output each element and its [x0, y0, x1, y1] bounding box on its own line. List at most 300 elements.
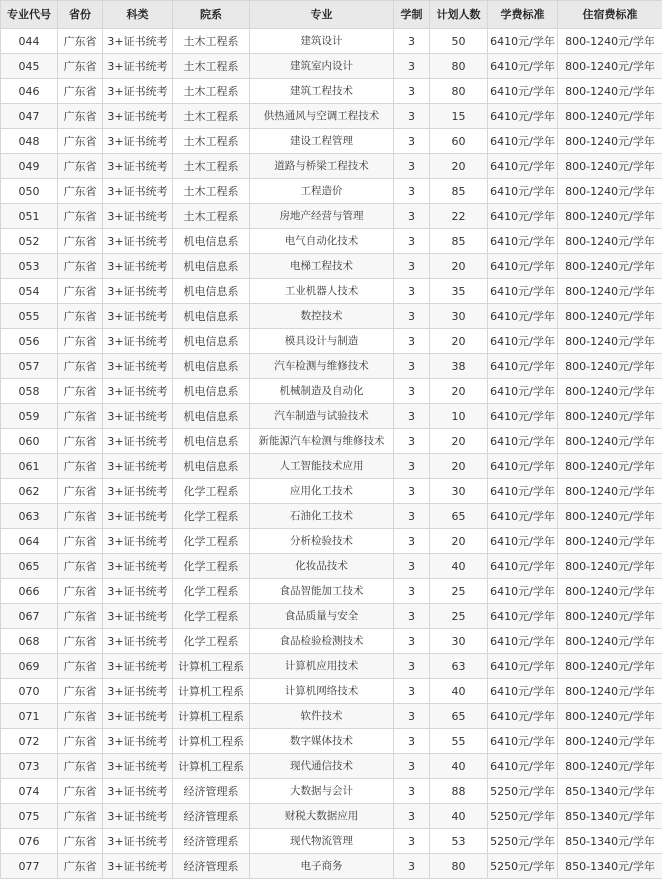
- cell-category: 3+证书统考: [103, 404, 173, 429]
- cell-accommodation-fee: 800-1240元/学年: [558, 379, 662, 404]
- cell-major: 数控技术: [250, 304, 394, 329]
- cell-duration: 3: [394, 29, 430, 54]
- cell-category: 3+证书统考: [103, 779, 173, 804]
- cell-province: 广东省: [58, 54, 103, 79]
- cell-tuition: 6410元/学年: [488, 379, 558, 404]
- cell-category: 3+证书统考: [103, 529, 173, 554]
- table-row: [1, 804, 662, 829]
- cell-category: 3+证书统考: [103, 579, 173, 604]
- cell-tuition: 6410元/学年: [488, 104, 558, 129]
- cell-province: 广东省: [58, 254, 103, 279]
- cell-accommodation-fee: 850-1340元/学年: [558, 804, 662, 829]
- cell-major: 电梯工程技术: [250, 254, 394, 279]
- cell-province: 广东省: [58, 554, 103, 579]
- cell-category: 3+证书统考: [103, 204, 173, 229]
- cell-province: 广东省: [58, 429, 103, 454]
- cell-department: 土木工程系: [173, 104, 250, 129]
- cell-plan-count: 10: [430, 404, 488, 429]
- cell-province: 广东省: [58, 454, 103, 479]
- cell-accommodation-fee: 800-1240元/学年: [558, 629, 662, 654]
- table-row: [1, 704, 662, 729]
- cell-tuition: 5250元/学年: [488, 804, 558, 829]
- cell-department: 化学工程系: [173, 479, 250, 504]
- cell-province: 广东省: [58, 679, 103, 704]
- table-row: [1, 554, 662, 579]
- cell-tuition: 6410元/学年: [488, 604, 558, 629]
- cell-accommodation-fee: 800-1240元/学年: [558, 729, 662, 754]
- cell-department: 化学工程系: [173, 604, 250, 629]
- cell-tuition: 6410元/学年: [488, 654, 558, 679]
- cell-tuition: 6410元/学年: [488, 404, 558, 429]
- cell-major: 建筑设计: [250, 29, 394, 54]
- cell-province: 广东省: [58, 79, 103, 104]
- cell-accommodation-fee: 800-1240元/学年: [558, 554, 662, 579]
- cell-province: 广东省: [58, 29, 103, 54]
- cell-accommodation-fee: 800-1240元/学年: [558, 529, 662, 554]
- cell-province: 广东省: [58, 379, 103, 404]
- cell-tuition: 6410元/学年: [488, 754, 558, 779]
- cell-duration: 3: [394, 304, 430, 329]
- cell-plan-count: 55: [430, 729, 488, 754]
- cell-plan-count: 53: [430, 829, 488, 854]
- cell-major: 机械制造及自动化: [250, 379, 394, 404]
- column-header-province: 省份: [58, 1, 103, 29]
- cell-plan-count: 20: [430, 329, 488, 354]
- cell-department: 机电信息系: [173, 404, 250, 429]
- table-row: [1, 604, 662, 629]
- cell-major: 新能源汽车检测与维修技术: [250, 429, 394, 454]
- cell-tuition: 6410元/学年: [488, 504, 558, 529]
- cell-major-code: 053: [1, 254, 58, 279]
- cell-category: 3+证书统考: [103, 329, 173, 354]
- cell-major: 现代物流管理: [250, 829, 394, 854]
- cell-major-code: 061: [1, 454, 58, 479]
- cell-category: 3+证书统考: [103, 854, 173, 879]
- cell-department: 经济管理系: [173, 804, 250, 829]
- cell-category: 3+证书统考: [103, 229, 173, 254]
- table-row: [1, 29, 662, 54]
- cell-major: 数字媒体技术: [250, 729, 394, 754]
- cell-province: 广东省: [58, 479, 103, 504]
- cell-major: 房地产经营与管理: [250, 204, 394, 229]
- cell-major: 建筑室内设计: [250, 54, 394, 79]
- cell-accommodation-fee: 800-1240元/学年: [558, 104, 662, 129]
- cell-category: 3+证书统考: [103, 429, 173, 454]
- cell-duration: 3: [394, 629, 430, 654]
- cell-major-code: 073: [1, 754, 58, 779]
- cell-duration: 3: [394, 754, 430, 779]
- cell-province: 广东省: [58, 754, 103, 779]
- cell-major: 建设工程管理: [250, 129, 394, 154]
- cell-tuition: 6410元/学年: [488, 304, 558, 329]
- table-row: [1, 629, 662, 654]
- cell-tuition: 6410元/学年: [488, 454, 558, 479]
- cell-duration: 3: [394, 504, 430, 529]
- cell-tuition: 6410元/学年: [488, 429, 558, 454]
- cell-duration: 3: [394, 329, 430, 354]
- cell-major: 软件技术: [250, 704, 394, 729]
- table-row: [1, 729, 662, 754]
- cell-province: 广东省: [58, 154, 103, 179]
- cell-category: 3+证书统考: [103, 279, 173, 304]
- cell-tuition: 5250元/学年: [488, 779, 558, 804]
- cell-plan-count: 85: [430, 179, 488, 204]
- cell-department: 土木工程系: [173, 204, 250, 229]
- cell-major: 计算机应用技术: [250, 654, 394, 679]
- cell-plan-count: 38: [430, 354, 488, 379]
- cell-major: 模具设计与制造: [250, 329, 394, 354]
- table-row: [1, 279, 662, 304]
- column-header-major-code: 专业代号: [1, 1, 58, 29]
- cell-category: 3+证书统考: [103, 629, 173, 654]
- cell-major-code: 050: [1, 179, 58, 204]
- cell-province: 广东省: [58, 229, 103, 254]
- cell-province: 广东省: [58, 704, 103, 729]
- cell-major-code: 072: [1, 729, 58, 754]
- cell-accommodation-fee: 800-1240元/学年: [558, 679, 662, 704]
- cell-accommodation-fee: 800-1240元/学年: [558, 654, 662, 679]
- cell-accommodation-fee: 800-1240元/学年: [558, 429, 662, 454]
- cell-plan-count: 80: [430, 854, 488, 879]
- cell-major: 食品质量与安全: [250, 604, 394, 629]
- cell-plan-count: 65: [430, 704, 488, 729]
- cell-major-code: 055: [1, 304, 58, 329]
- cell-duration: 3: [394, 79, 430, 104]
- cell-major-code: 065: [1, 554, 58, 579]
- cell-province: 广东省: [58, 204, 103, 229]
- cell-major-code: 074: [1, 779, 58, 804]
- cell-major-code: 048: [1, 129, 58, 154]
- cell-province: 广东省: [58, 579, 103, 604]
- cell-duration: 3: [394, 279, 430, 304]
- table-row: [1, 654, 662, 679]
- cell-category: 3+证书统考: [103, 554, 173, 579]
- cell-duration: 3: [394, 779, 430, 804]
- cell-duration: 3: [394, 554, 430, 579]
- cell-department: 机电信息系: [173, 304, 250, 329]
- table-row: [1, 229, 662, 254]
- cell-accommodation-fee: 850-1340元/学年: [558, 829, 662, 854]
- cell-plan-count: 30: [430, 629, 488, 654]
- cell-duration: 3: [394, 854, 430, 879]
- cell-department: 土木工程系: [173, 79, 250, 104]
- cell-major: 财税大数据应用: [250, 804, 394, 829]
- cell-plan-count: 85: [430, 229, 488, 254]
- cell-accommodation-fee: 800-1240元/学年: [558, 129, 662, 154]
- cell-accommodation-fee: 800-1240元/学年: [558, 704, 662, 729]
- cell-plan-count: 20: [430, 429, 488, 454]
- table-row: [1, 854, 662, 879]
- cell-province: 广东省: [58, 829, 103, 854]
- cell-plan-count: 88: [430, 779, 488, 804]
- cell-accommodation-fee: 800-1240元/学年: [558, 579, 662, 604]
- cell-major: 电气自动化技术: [250, 229, 394, 254]
- cell-category: 3+证书统考: [103, 604, 173, 629]
- cell-tuition: 5250元/学年: [488, 854, 558, 879]
- cell-accommodation-fee: 800-1240元/学年: [558, 54, 662, 79]
- cell-province: 广东省: [58, 604, 103, 629]
- cell-duration: 3: [394, 354, 430, 379]
- cell-major: 人工智能技术应用: [250, 454, 394, 479]
- cell-department: 土木工程系: [173, 154, 250, 179]
- cell-major-code: 067: [1, 604, 58, 629]
- cell-plan-count: 20: [430, 379, 488, 404]
- cell-duration: 3: [394, 54, 430, 79]
- cell-major: 分析检验技术: [250, 529, 394, 554]
- table-row: [1, 354, 662, 379]
- cell-tuition: 6410元/学年: [488, 354, 558, 379]
- table-row: [1, 329, 662, 354]
- cell-accommodation-fee: 800-1240元/学年: [558, 179, 662, 204]
- cell-province: 广东省: [58, 329, 103, 354]
- cell-category: 3+证书统考: [103, 254, 173, 279]
- cell-tuition: 6410元/学年: [488, 529, 558, 554]
- cell-major-code: 071: [1, 704, 58, 729]
- cell-plan-count: 25: [430, 604, 488, 629]
- cell-major: 汽车制造与试验技术: [250, 404, 394, 429]
- cell-duration: 3: [394, 679, 430, 704]
- cell-province: 广东省: [58, 529, 103, 554]
- cell-duration: 3: [394, 804, 430, 829]
- table-row: [1, 179, 662, 204]
- cell-category: 3+证书统考: [103, 354, 173, 379]
- cell-category: 3+证书统考: [103, 504, 173, 529]
- cell-department: 计算机工程系: [173, 679, 250, 704]
- cell-category: 3+证书统考: [103, 179, 173, 204]
- table-row: [1, 504, 662, 529]
- cell-major-code: 047: [1, 104, 58, 129]
- cell-plan-count: 40: [430, 554, 488, 579]
- cell-accommodation-fee: 800-1240元/学年: [558, 154, 662, 179]
- cell-major-code: 060: [1, 429, 58, 454]
- cell-department: 计算机工程系: [173, 754, 250, 779]
- cell-duration: 3: [394, 579, 430, 604]
- cell-accommodation-fee: 800-1240元/学年: [558, 79, 662, 104]
- table-header: [1, 1, 662, 29]
- cell-major-code: 063: [1, 504, 58, 529]
- cell-plan-count: 20: [430, 529, 488, 554]
- table-row: [1, 829, 662, 854]
- cell-category: 3+证书统考: [103, 304, 173, 329]
- cell-duration: 3: [394, 204, 430, 229]
- cell-accommodation-fee: 800-1240元/学年: [558, 204, 662, 229]
- cell-duration: 3: [394, 129, 430, 154]
- column-header-plan-count: 计划人数: [430, 1, 488, 29]
- cell-duration: 3: [394, 229, 430, 254]
- cell-tuition: 6410元/学年: [488, 629, 558, 654]
- cell-department: 化学工程系: [173, 529, 250, 554]
- cell-accommodation-fee: 800-1240元/学年: [558, 254, 662, 279]
- cell-major-code: 064: [1, 529, 58, 554]
- cell-province: 广东省: [58, 804, 103, 829]
- header-row: [1, 1, 662, 29]
- cell-major-code: 046: [1, 79, 58, 104]
- cell-department: 化学工程系: [173, 504, 250, 529]
- cell-department: 机电信息系: [173, 454, 250, 479]
- cell-accommodation-fee: 800-1240元/学年: [558, 404, 662, 429]
- cell-plan-count: 22: [430, 204, 488, 229]
- cell-department: 计算机工程系: [173, 729, 250, 754]
- cell-department: 化学工程系: [173, 554, 250, 579]
- cell-accommodation-fee: 850-1340元/学年: [558, 779, 662, 804]
- column-header-major: 专业: [250, 1, 394, 29]
- cell-province: 广东省: [58, 104, 103, 129]
- table-row: [1, 154, 662, 179]
- cell-category: 3+证书统考: [103, 754, 173, 779]
- cell-accommodation-fee: 800-1240元/学年: [558, 329, 662, 354]
- cell-province: 广东省: [58, 279, 103, 304]
- cell-category: 3+证书统考: [103, 729, 173, 754]
- column-header-tuition: 学费标准: [488, 1, 558, 29]
- cell-province: 广东省: [58, 729, 103, 754]
- cell-major-code: 077: [1, 854, 58, 879]
- table-row: [1, 479, 662, 504]
- cell-category: 3+证书统考: [103, 679, 173, 704]
- table-row: [1, 429, 662, 454]
- cell-province: 广东省: [58, 504, 103, 529]
- cell-accommodation-fee: 800-1240元/学年: [558, 604, 662, 629]
- cell-department: 土木工程系: [173, 54, 250, 79]
- cell-tuition: 6410元/学年: [488, 204, 558, 229]
- cell-duration: 3: [394, 429, 430, 454]
- cell-duration: 3: [394, 704, 430, 729]
- cell-tuition: 6410元/学年: [488, 279, 558, 304]
- cell-plan-count: 65: [430, 504, 488, 529]
- cell-major-code: 054: [1, 279, 58, 304]
- cell-category: 3+证书统考: [103, 454, 173, 479]
- cell-tuition: 6410元/学年: [488, 704, 558, 729]
- cell-department: 机电信息系: [173, 329, 250, 354]
- cell-major-code: 076: [1, 829, 58, 854]
- cell-department: 化学工程系: [173, 629, 250, 654]
- cell-accommodation-fee: 800-1240元/学年: [558, 479, 662, 504]
- cell-major: 道路与桥梁工程技术: [250, 154, 394, 179]
- cell-province: 广东省: [58, 654, 103, 679]
- cell-department: 化学工程系: [173, 579, 250, 604]
- column-header-category: 科类: [103, 1, 173, 29]
- cell-duration: 3: [394, 479, 430, 504]
- cell-duration: 3: [394, 604, 430, 629]
- cell-plan-count: 25: [430, 579, 488, 604]
- cell-accommodation-fee: 800-1240元/学年: [558, 454, 662, 479]
- cell-department: 经济管理系: [173, 829, 250, 854]
- cell-plan-count: 40: [430, 679, 488, 704]
- cell-tuition: 6410元/学年: [488, 679, 558, 704]
- cell-department: 机电信息系: [173, 379, 250, 404]
- cell-tuition: 6410元/学年: [488, 229, 558, 254]
- cell-plan-count: 80: [430, 79, 488, 104]
- cell-major-code: 044: [1, 29, 58, 54]
- cell-major-code: 069: [1, 654, 58, 679]
- table-row: [1, 79, 662, 104]
- cell-tuition: 6410元/学年: [488, 729, 558, 754]
- cell-tuition: 6410元/学年: [488, 329, 558, 354]
- cell-major-code: 068: [1, 629, 58, 654]
- cell-department: 经济管理系: [173, 779, 250, 804]
- cell-category: 3+证书统考: [103, 104, 173, 129]
- cell-major: 供热通风与空调工程技术: [250, 104, 394, 129]
- cell-plan-count: 50: [430, 29, 488, 54]
- cell-tuition: 6410元/学年: [488, 179, 558, 204]
- cell-plan-count: 35: [430, 279, 488, 304]
- cell-plan-count: 80: [430, 54, 488, 79]
- cell-department: 土木工程系: [173, 129, 250, 154]
- cell-major-code: 049: [1, 154, 58, 179]
- cell-accommodation-fee: 850-1340元/学年: [558, 854, 662, 879]
- cell-tuition: 6410元/学年: [488, 54, 558, 79]
- cell-plan-count: 40: [430, 804, 488, 829]
- cell-department: 经济管理系: [173, 854, 250, 879]
- cell-category: 3+证书统考: [103, 29, 173, 54]
- cell-department: 计算机工程系: [173, 704, 250, 729]
- cell-duration: 3: [394, 379, 430, 404]
- cell-major-code: 075: [1, 804, 58, 829]
- cell-department: 计算机工程系: [173, 654, 250, 679]
- table-row: [1, 454, 662, 479]
- table-row: [1, 304, 662, 329]
- cell-tuition: 6410元/学年: [488, 254, 558, 279]
- table-row: [1, 129, 662, 154]
- table-row: [1, 779, 662, 804]
- table-row: [1, 254, 662, 279]
- cell-province: 广东省: [58, 404, 103, 429]
- cell-plan-count: 40: [430, 754, 488, 779]
- table-row: [1, 379, 662, 404]
- cell-duration: 3: [394, 154, 430, 179]
- cell-major-code: 059: [1, 404, 58, 429]
- cell-tuition: 6410元/学年: [488, 554, 558, 579]
- table-row: [1, 529, 662, 554]
- cell-major: 化妆品技术: [250, 554, 394, 579]
- cell-major-code: 070: [1, 679, 58, 704]
- cell-major-code: 052: [1, 229, 58, 254]
- table-row: [1, 579, 662, 604]
- cell-major: 计算机网络技术: [250, 679, 394, 704]
- cell-plan-count: 15: [430, 104, 488, 129]
- cell-province: 广东省: [58, 854, 103, 879]
- cell-plan-count: 63: [430, 654, 488, 679]
- cell-category: 3+证书统考: [103, 704, 173, 729]
- cell-category: 3+证书统考: [103, 54, 173, 79]
- column-header-duration: 学制: [394, 1, 430, 29]
- cell-department: 土木工程系: [173, 29, 250, 54]
- cell-province: 广东省: [58, 179, 103, 204]
- cell-tuition: 6410元/学年: [488, 79, 558, 104]
- cell-category: 3+证书统考: [103, 79, 173, 104]
- table-body: [1, 29, 662, 879]
- cell-major: 现代通信技术: [250, 754, 394, 779]
- column-header-accommodation-fee: 住宿费标准: [558, 1, 662, 29]
- cell-major: 工业机器人技术: [250, 279, 394, 304]
- cell-category: 3+证书统考: [103, 829, 173, 854]
- cell-department: 机电信息系: [173, 429, 250, 454]
- cell-accommodation-fee: 800-1240元/学年: [558, 29, 662, 54]
- cell-tuition: 6410元/学年: [488, 129, 558, 154]
- cell-category: 3+证书统考: [103, 129, 173, 154]
- cell-category: 3+证书统考: [103, 654, 173, 679]
- cell-duration: 3: [394, 529, 430, 554]
- cell-tuition: 6410元/学年: [488, 479, 558, 504]
- cell-accommodation-fee: 800-1240元/学年: [558, 354, 662, 379]
- cell-accommodation-fee: 800-1240元/学年: [558, 304, 662, 329]
- table-row: [1, 754, 662, 779]
- cell-major-code: 062: [1, 479, 58, 504]
- cell-major: 石油化工技术: [250, 504, 394, 529]
- cell-accommodation-fee: 800-1240元/学年: [558, 504, 662, 529]
- cell-duration: 3: [394, 654, 430, 679]
- cell-duration: 3: [394, 104, 430, 129]
- cell-major: 汽车检测与维修技术: [250, 354, 394, 379]
